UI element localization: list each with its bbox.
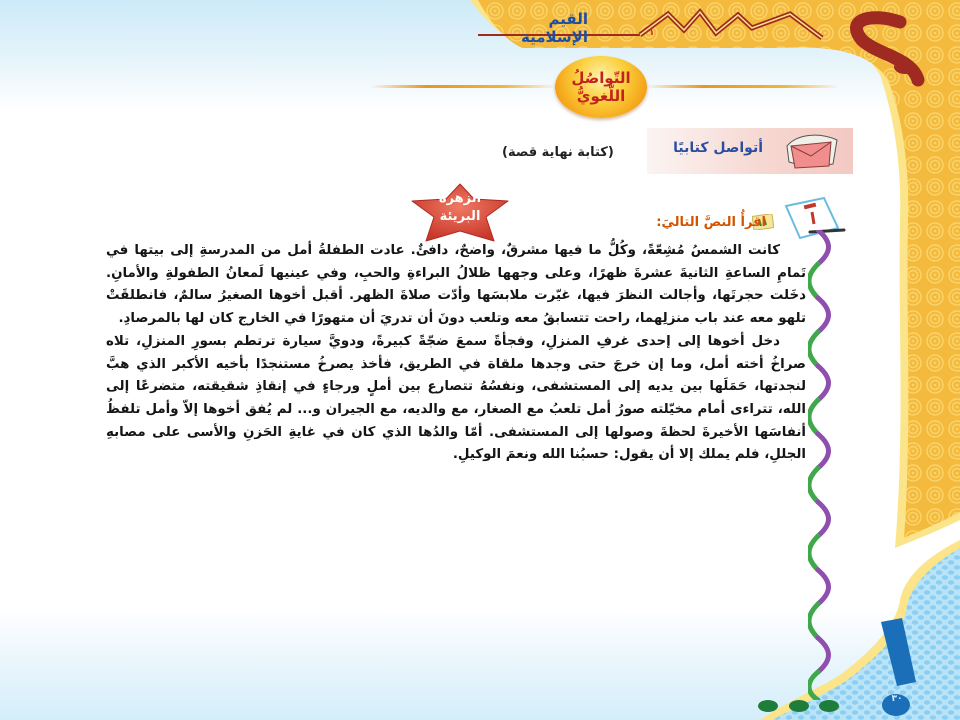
story-paragraph-2: دخل أخوها إلى إحدى غرفِ المنزلِ، وفجأةً سمعَ ضجّةً كبيرةً، ودويَّ سيارة ترتطم بسورِ المنزلِ، تلاه صراخُ أخته أمل، وما إن خرجَ حتى وجدها ملقاة في الطريق، فأخذ يصرخُ مستنجدًا بأخيه الأكبر الذي هبَّ لنجدتها، حَمَلَها بين يديه إلى المستشفى، ونفسُهُ تتصارع بين أملٍ ورجاءٍ في إنقاذِ شقيقته، متضرعًا إلى الله، تتراءى أمام مخيّلته صورُ أمل تلعبُ مع الصغار، مع والديه، مع الجيران و... لم يُفق أخوها إلاّ وأمل تلفظُ أنفاسَها الأخيرةَ لحظةَ وصولها إلى المستشفى. أمّا والدُها الذي كان في غايةِ الحَزنِ والأسى على مصابهِ الجللِ، فلم يملك إلا أن يقول: حسبُنا الله ونعمَ الوكيلِ.: [106, 333, 806, 463]
section-badge: [555, 56, 647, 118]
unit-number: ١: [649, 28, 655, 38]
write-banner-label: أتواصل كتابيًا: [673, 140, 763, 156]
envelope-icon: [781, 132, 843, 172]
page-number: ٣٠: [891, 694, 903, 704]
badge-line-right: [645, 85, 840, 88]
section-badge-line2: اللّغويُّ: [576, 87, 626, 105]
story-paragraph-1: كانت الشمسُ مُشِعّةً، وكُلُّ ما فيها مشرقٌ، واضحٌ، دافئٌ. عادت الطفلةُ أمل من المدرسةِ إلى بيتها في تَمامِ الساعةِ الثانيةَ عشرةَ ظهرًا، وعلى وجهها ظلالُ البراءةِ والحبِ، وفي عينيها لَمعانُ الطفولةِ والأمانِ. دخَلت حجرتَها، وأجالت النظرَ فيها، غيّرت ملابسَها وأدّت صلاةَ الظهر. أقبل أخوها الصغيرُ سالمٌ، فانطلقَتْ تلهو معه عند باب منزلِهما، راحت تتسابقُ معه وتلعب دونَ أن تدريَ أن متهورًا في الخارج كان لها بالمرصادِ.: [106, 243, 806, 327]
ribbon-divider: [808, 230, 838, 700]
book-title: القيم الإسلامية: [521, 10, 588, 46]
section-badge-line1: التّواصُلُ: [571, 69, 631, 87]
write-banner: [647, 128, 853, 174]
badge-line-left: [370, 85, 558, 88]
story-title: [398, 190, 522, 226]
story-title-line2: البريئة: [439, 209, 481, 224]
instruction-label: اقرأُ النصَّ التاليَ:: [656, 215, 766, 230]
story-title-line1: الزهرة: [438, 191, 482, 206]
story-text: [106, 240, 806, 467]
subtitle: (كتابة نهاية قصة): [502, 145, 614, 160]
